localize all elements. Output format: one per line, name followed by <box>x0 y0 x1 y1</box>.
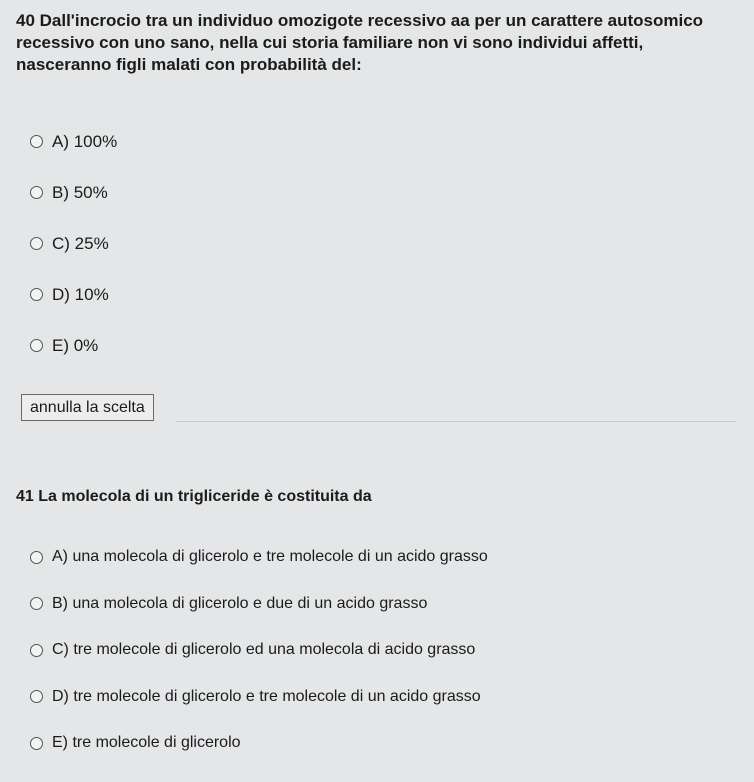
option-label: A) 100% <box>52 131 118 151</box>
radio-icon[interactable] <box>30 690 43 703</box>
question-40-option-a[interactable] <box>30 116 117 167</box>
question-41-option-a[interactable] <box>30 534 488 581</box>
radio-icon[interactable] <box>30 135 43 148</box>
option-label: D) 10% <box>52 284 109 304</box>
question-40-options <box>30 116 117 371</box>
option-label: C) tre molecole di glicerolo ed una molecola di acido grasso <box>52 641 476 659</box>
question-40-title: 40 Dall'incrocio tra un individuo omozigote recessivo aa per un carattere autosomico recessivo con uno sano, nella cui storia familiare non vi sono individui affetti, nasceranno figli malati con probabilità del: <box>16 11 704 74</box>
option-label: B) una molecola di glicerolo e due di un acido grasso <box>52 594 428 612</box>
option-label: D) tre molecole di glicerolo e tre molecole di un acido grasso <box>52 687 481 705</box>
question-40-option-d[interactable] <box>30 269 117 320</box>
option-label: C) 25% <box>52 233 109 253</box>
question-41-option-d[interactable] <box>30 674 488 721</box>
option-label: A) una molecola di glicerolo e tre molecole di un acido grasso <box>52 548 488 566</box>
question-41-option-c[interactable] <box>30 627 488 674</box>
option-label: B) 50% <box>52 182 108 202</box>
clear-choice-button[interactable]: annulla la scelta <box>21 394 154 421</box>
radio-icon[interactable] <box>30 186 43 199</box>
question-40-option-e[interactable] <box>30 320 117 371</box>
question-41-option-b[interactable] <box>30 581 488 628</box>
divider <box>176 421 736 422</box>
radio-icon[interactable] <box>30 551 43 564</box>
question-40-option-b[interactable] <box>30 167 117 218</box>
radio-icon[interactable] <box>30 737 43 750</box>
radio-icon[interactable] <box>30 288 43 301</box>
option-label: E) 0% <box>52 335 99 355</box>
radio-icon[interactable] <box>30 644 43 657</box>
question-41-options <box>30 534 488 767</box>
option-label: E) tre molecole di glicerolo <box>52 734 241 752</box>
radio-icon[interactable] <box>30 597 43 610</box>
radio-icon[interactable] <box>30 237 43 250</box>
question-40-option-c[interactable] <box>30 218 117 269</box>
question-41-option-e[interactable] <box>30 720 488 767</box>
question-41-title: 41 La molecola di un trigliceride è costituita da <box>16 488 372 505</box>
radio-icon[interactable] <box>30 339 43 352</box>
